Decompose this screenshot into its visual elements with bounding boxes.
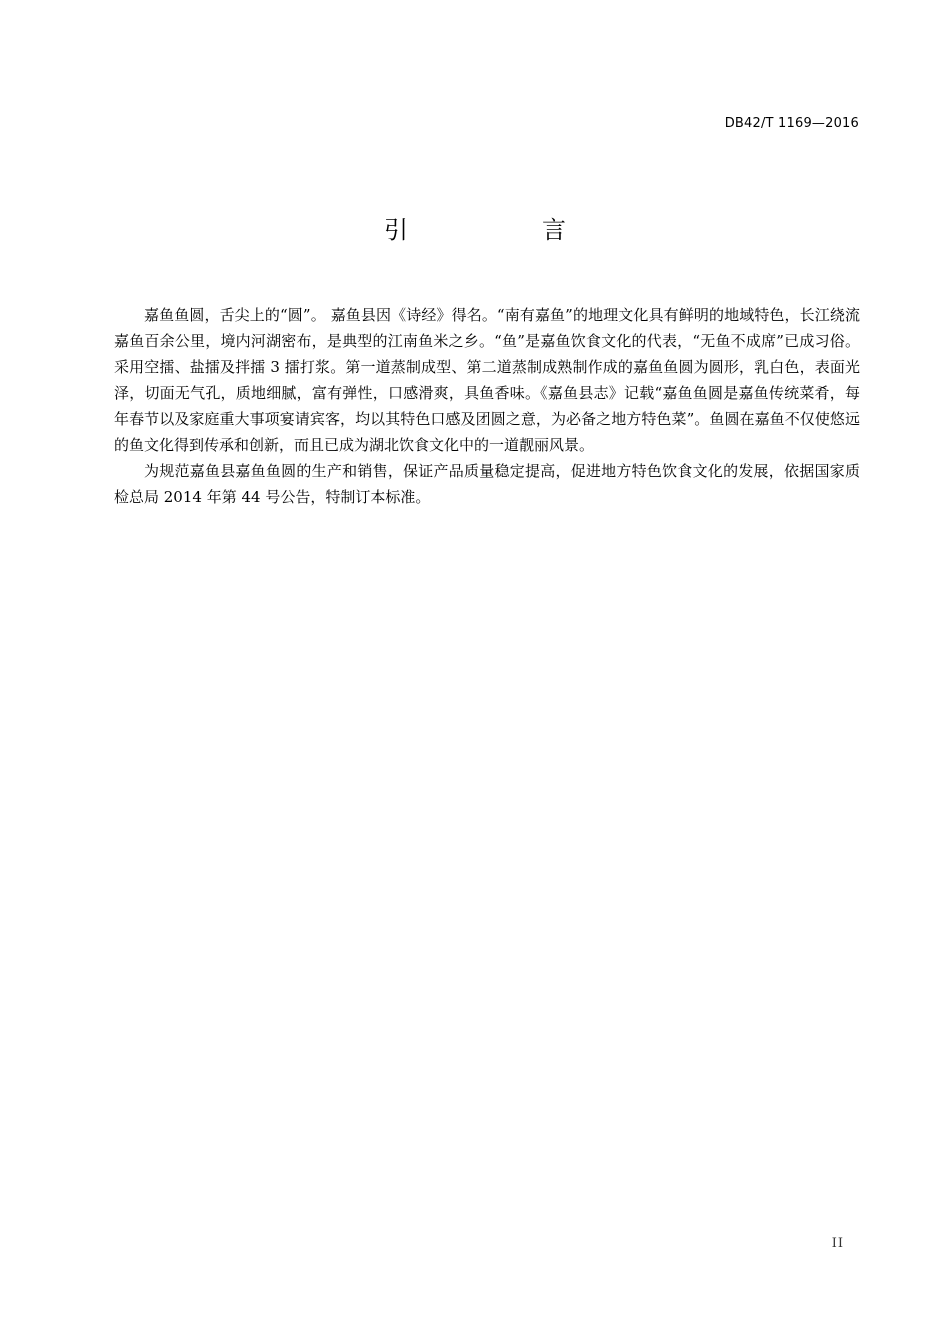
- introduction-body: [114, 302, 860, 510]
- standard-code: DB42/T 1169—2016: [724, 116, 859, 131]
- paragraph-2: 为规范嘉鱼县嘉鱼鱼圆的生产和销售，保证产品质量稳定提高，促进地方特色饮食文化的发展，依据国家质检总局 2014 年第 44 号公告，特制订本标准。: [114, 462, 860, 506]
- paragraph-1: 嘉鱼鱼圆，舌尖上的“圆”。 嘉鱼县因《诗经》得名。“南有嘉鱼”的地理文化具有鲜明的地域特色，长江绕流嘉鱼百余公里，境内河湖密布，是典型的江南鱼米之乡。“鱼”是嘉鱼饮食文化的代表，“无鱼不成席”已成习俗。采用空擂、盐擂及拌擂 3 擂打浆。第一道蒸制成型、第二道蒸制成熟制作成的嘉鱼鱼圆为圆形，乳白色，表面光泽，切面无气孔，质地细腻，富有弹性，口感滑爽，具鱼香味。《嘉鱼县志》记载“嘉鱼鱼圆是嘉鱼传统菜肴，每年春节以及家庭重大事项宴请宾客，均以其特色口感及团圆之意，为必备之地方特色菜”。鱼圆在嘉鱼不仅使悠远的鱼文化得到传承和创新，而且已成为湖北饮食文化中的一道靓丽风景。: [114, 306, 860, 454]
- page-title: 引 言: [384, 216, 621, 244]
- page-number: II: [831, 1236, 844, 1251]
